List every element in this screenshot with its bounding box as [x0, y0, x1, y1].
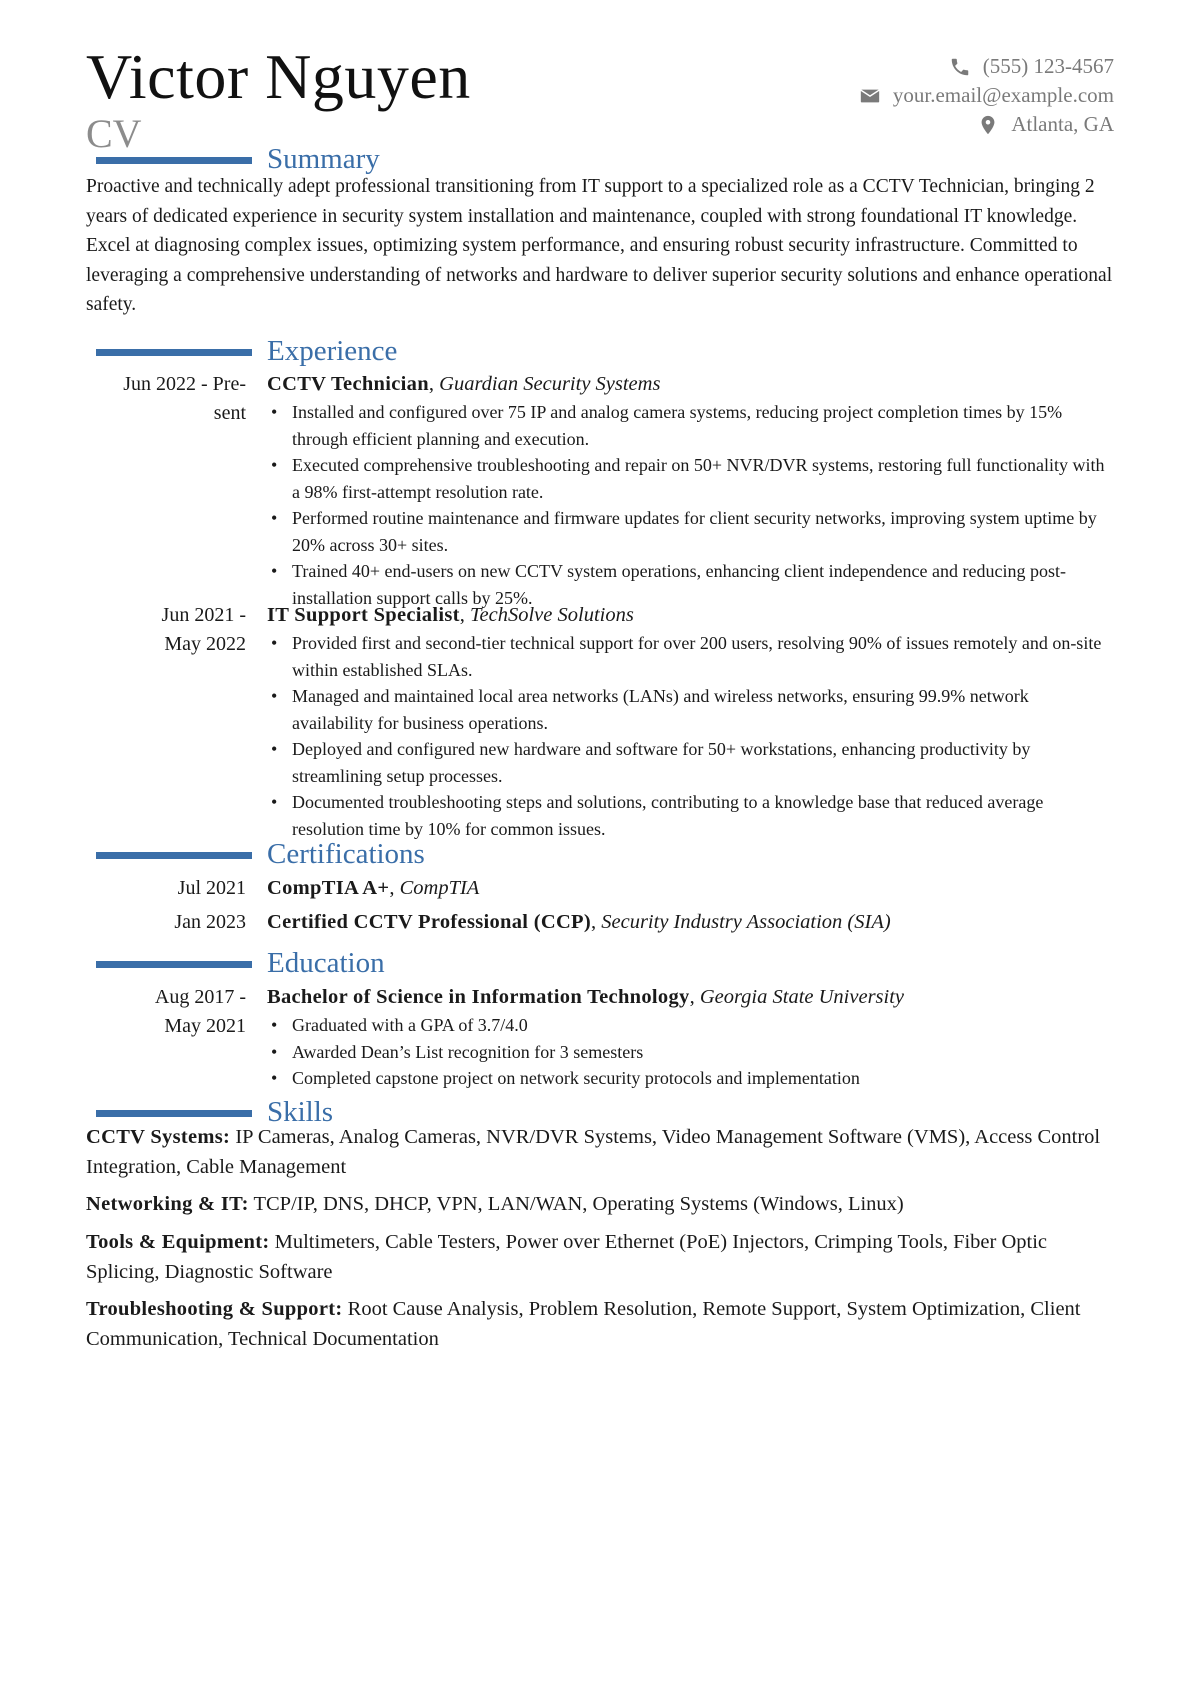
contact-email	[859, 81, 1114, 110]
list-item: • Executed comprehensive troubleshooting and repair on 50+ NVR/DVR systems, restoring full functionality with a 98% first-attempt resolution rate.	[267, 452, 1112, 505]
skill-group	[86, 1228, 1114, 1287]
school: Georgia State University	[699, 986, 905, 1008]
date-line: May 2022	[164, 633, 246, 655]
entry-body	[267, 874, 1112, 903]
map-pin-icon	[977, 114, 999, 136]
issuer: Security Industry Association (SIA)	[601, 911, 891, 933]
skill-group	[86, 1190, 1114, 1220]
job-title: CCTV Technician	[267, 373, 429, 395]
list-item: • Managed and maintained local area networks (LANs) and wireless networks, ensuring 99.9% network availability for business operations.	[267, 683, 1112, 736]
entry-date: Jul 2021	[177, 877, 246, 899]
section-accent-bar	[96, 157, 252, 164]
date-line: Aug 2017 -	[154, 986, 246, 1008]
issuer: CompTIA	[399, 877, 480, 899]
skill-list: Root Cause Analysis, Problem Resolution, Remote Support, System Optimization, Client Communication, Technical Documentation	[86, 1298, 1081, 1350]
section-title: Summary	[267, 143, 380, 175]
date-line: Jun 2021 -	[161, 604, 246, 626]
section-title: Education	[267, 947, 385, 979]
skill-group	[86, 1295, 1114, 1354]
employer: TechSolve Solutions	[470, 604, 634, 626]
section-accent-bar	[96, 1110, 252, 1117]
entry-body	[267, 370, 1112, 611]
skill-label: Troubleshooting & Support:	[86, 1298, 343, 1320]
section-title: Experience	[267, 335, 398, 367]
entry-heading: Certified CCTV Professional (CCP), Security Industry Association (SIA)	[267, 911, 891, 933]
date-line: May 2021	[164, 1015, 246, 1037]
section-title: Skills	[267, 1096, 334, 1128]
entry-heading: Bachelor of Science in Information Technology, Georgia State University	[267, 986, 905, 1008]
contact-phone	[859, 52, 1114, 81]
entry-date	[86, 370, 246, 428]
candidate-name: Victor Nguyen	[86, 41, 471, 112]
contact-location	[859, 110, 1114, 139]
section-heading-certifications	[96, 836, 1114, 872]
bullet-list	[267, 399, 1112, 611]
bullet-list	[267, 630, 1112, 842]
entry-date	[86, 601, 246, 659]
list-item: • Deployed and configured new hardware and software for 50+ workstations, enhancing productivity by streamlining setup processes.	[267, 736, 1112, 789]
skill-group	[86, 1123, 1114, 1182]
list-item: • Provided first and second-tier technical support for over 200 users, resolving 90% of issues remotely and on-site within established SLAs.	[267, 630, 1112, 683]
list-item: • Graduated with a GPA of 3.7/4.0	[267, 1012, 1112, 1039]
document-subtitle: CV	[86, 111, 142, 156]
entry-date	[86, 983, 246, 1041]
employer: Guardian Security Systems	[439, 373, 661, 395]
section-title: Certifications	[267, 838, 425, 870]
section-heading-experience	[96, 333, 1114, 369]
skill-list: IP Cameras, Analog Cameras, NVR/DVR Systems, Video Management Software (VMS), Access Control Integration, Cable Management	[86, 1126, 1101, 1178]
section-heading-education	[96, 945, 1114, 981]
date-line: Jun 2022 - Pre-	[123, 373, 246, 395]
list-item: • Awarded Dean’s List recognition for 3 semesters	[267, 1039, 1112, 1066]
section-accent-bar	[96, 852, 252, 859]
section-accent-bar	[96, 961, 252, 968]
list-item: • Installed and configured over 75 IP and analog camera systems, reducing project completion times by 15% through efficient planning and execution.	[267, 399, 1112, 452]
certification-name: Certified CCTV Professional (CCP)	[267, 911, 591, 933]
degree: Bachelor of Science in Information Technology	[267, 986, 690, 1008]
bullet-list	[267, 1012, 1112, 1092]
skill-list: TCP/IP, DNS, DHCP, VPN, LAN/WAN, Operating Systems (Windows, Linux)	[253, 1193, 904, 1215]
phone-text: (555) 123-4567	[982, 54, 1114, 78]
phone-icon	[949, 56, 971, 78]
entry-heading: CompTIA A+, CompTIA	[267, 877, 480, 899]
entry-body	[267, 601, 1112, 842]
entry-body	[267, 908, 1112, 937]
skill-label: CCTV Systems:	[86, 1126, 231, 1148]
list-item: • Trained 40+ end-users on new CCTV system operations, enhancing client independence and reducing post-installation support calls by 25%.	[267, 558, 1112, 611]
skill-label: Networking & IT:	[86, 1193, 249, 1215]
entry-date: Jan 2023	[174, 911, 246, 933]
list-item: • Completed capstone project on network security protocols and implementation	[267, 1065, 1112, 1092]
list-item: • Documented troubleshooting steps and solutions, contributing to a knowledge base that reduced average resolution time by 10% for common issues.	[267, 789, 1112, 842]
entry-heading: CCTV Technician, Guardian Security Systems	[267, 373, 661, 395]
job-title: IT Support Specialist	[267, 604, 460, 626]
skill-list: Multimeters, Cable Testers, Power over Ethernet (PoE) Injectors, Crimping Tools, Fiber Optic Splicing, Diagnostic Software	[86, 1231, 1048, 1283]
email-text: your.email@example.com	[892, 83, 1114, 107]
skill-label: Tools & Equipment:	[86, 1231, 270, 1253]
certification-name: CompTIA A+	[267, 877, 390, 899]
location-text: Atlanta, GA	[1011, 112, 1114, 136]
section-accent-bar	[96, 349, 252, 356]
contact-info	[859, 52, 1114, 139]
date-line: sent	[213, 402, 246, 424]
entry-body	[267, 983, 1112, 1092]
envelope-icon	[859, 85, 881, 107]
entry-heading: IT Support Specialist, TechSolve Solutions	[267, 604, 634, 626]
summary-text: Proactive and technically adept professional transitioning from IT support to a specialized role as a CCTV Technician, bringing 2 years of dedicated experience in security system installation and maintenance, coupled with strong foundational IT knowledge. Excel at diagnosing complex issues, optimizing system performance, and ensuring robust security infrastructure. Committed to leveraging a comprehensive understanding of networks and hardware to deliver superior security solutions and enhance operational safety.	[86, 176, 1113, 315]
list-item: • Performed routine maintenance and firmware updates for client security networks, improving system uptime by 20% across 30+ sites.	[267, 505, 1112, 558]
